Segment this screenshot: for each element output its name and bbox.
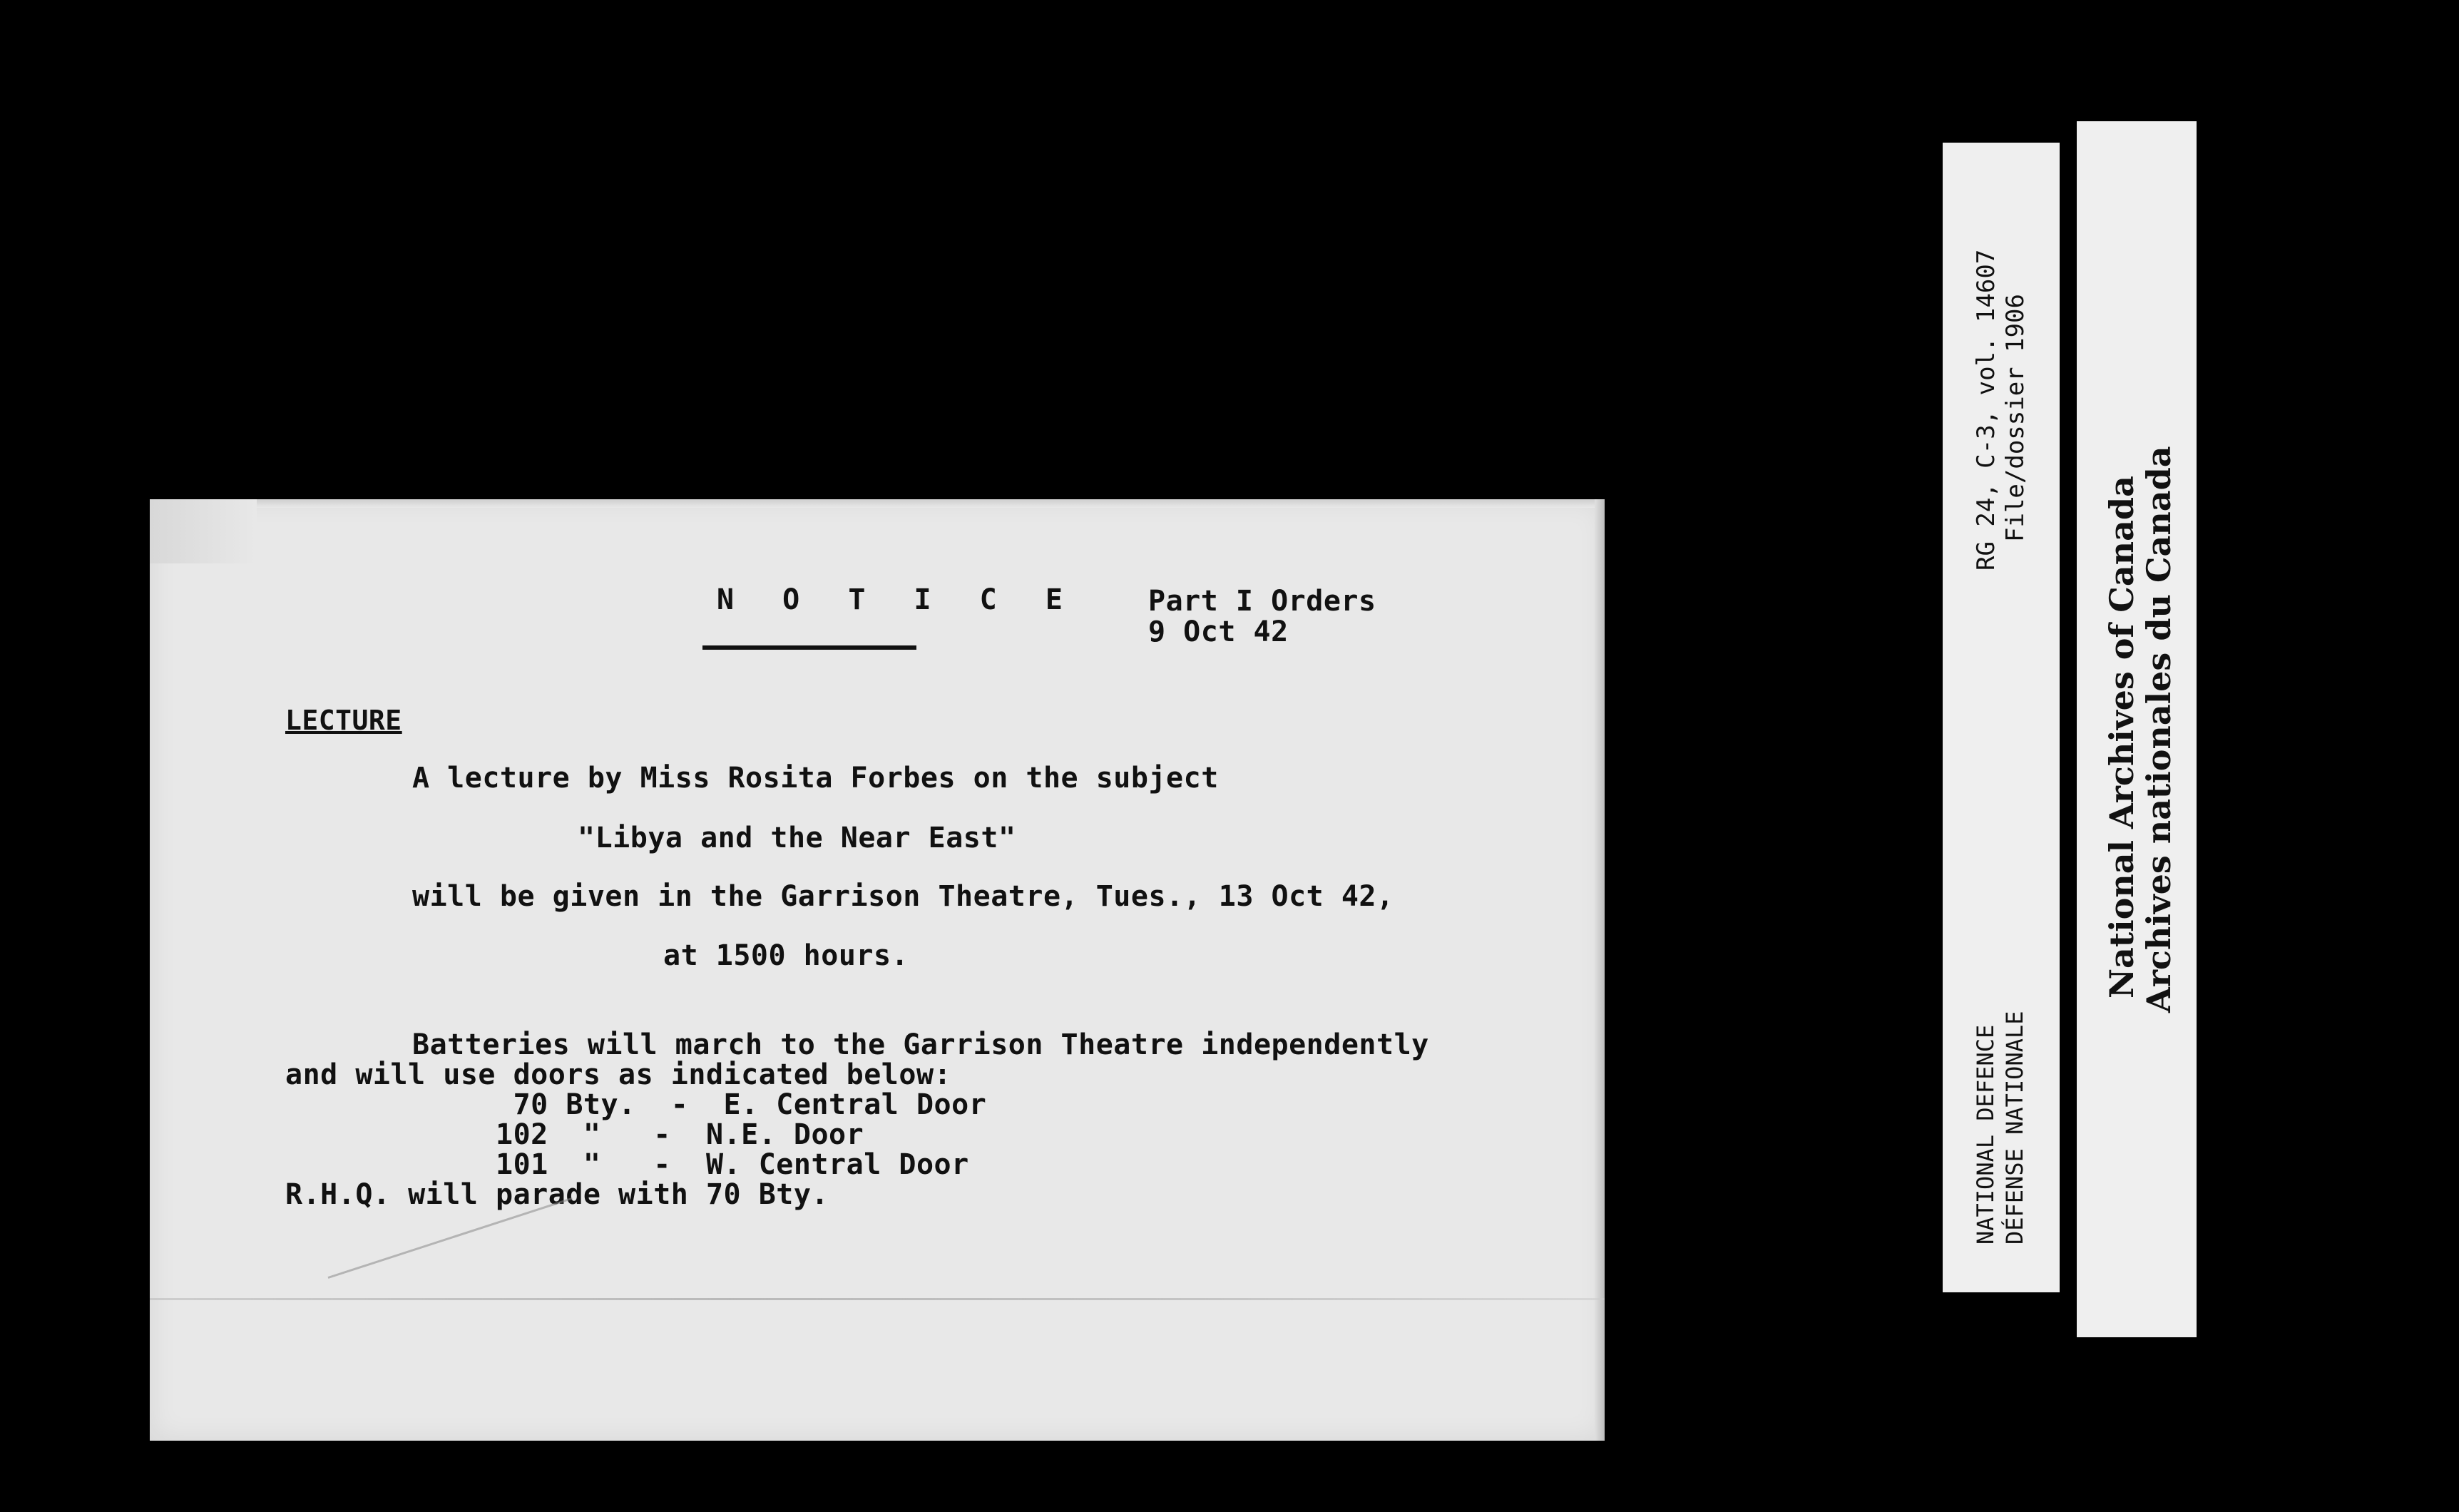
- batteries-line: Batteries will march to the Garrison Theatre independently: [412, 1028, 1429, 1061]
- document-tab: [150, 499, 257, 563]
- door-assignment: 70 Bty. - E. Central Door: [285, 1088, 987, 1121]
- orders-date: 9 Oct 42: [1148, 615, 1289, 648]
- door-assignment: 102 " - N.E. Door: [285, 1118, 864, 1151]
- door-assignment: 101 " - W. Central Door: [285, 1148, 969, 1181]
- document-top-edge: [150, 499, 1605, 508]
- section-heading: LECTURE: [285, 705, 402, 736]
- notice-title: N O T I C E: [717, 583, 1078, 616]
- lecture-line: A lecture by Miss Rosita Forbes on the subject: [412, 762, 1219, 795]
- fold-line: [150, 1298, 1605, 1300]
- department-english: NATIONAL DEFENCE: [1972, 1024, 1999, 1245]
- rhq-instruction: R.H.Q. will parade with 70 Bty.: [285, 1178, 829, 1211]
- lecture-subject: "Libya and the Near East": [578, 822, 1016, 854]
- notice-document: [150, 499, 1605, 1441]
- archive-reference: RG 24, C-3, vol. 14607: [1972, 249, 2000, 571]
- archive-name-french: Archives nationales du Canada: [2140, 446, 2178, 1013]
- lecture-time: at 1500 hours.: [663, 939, 909, 972]
- orders-reference: Part I Orders: [1148, 585, 1376, 618]
- lecture-line: will be given in the Garrison Theatre, Tues., 13 Oct 42,: [412, 880, 1394, 913]
- archive-file-number: File/dossier 1906: [2001, 294, 2030, 542]
- archive-name-english: National Archives of Canada: [2102, 476, 2141, 998]
- batteries-line: and will use doors as indicated below:: [285, 1058, 952, 1091]
- department-french: DÉFENSE NATIONALE: [2001, 1011, 2028, 1245]
- notice-underline: [702, 645, 916, 650]
